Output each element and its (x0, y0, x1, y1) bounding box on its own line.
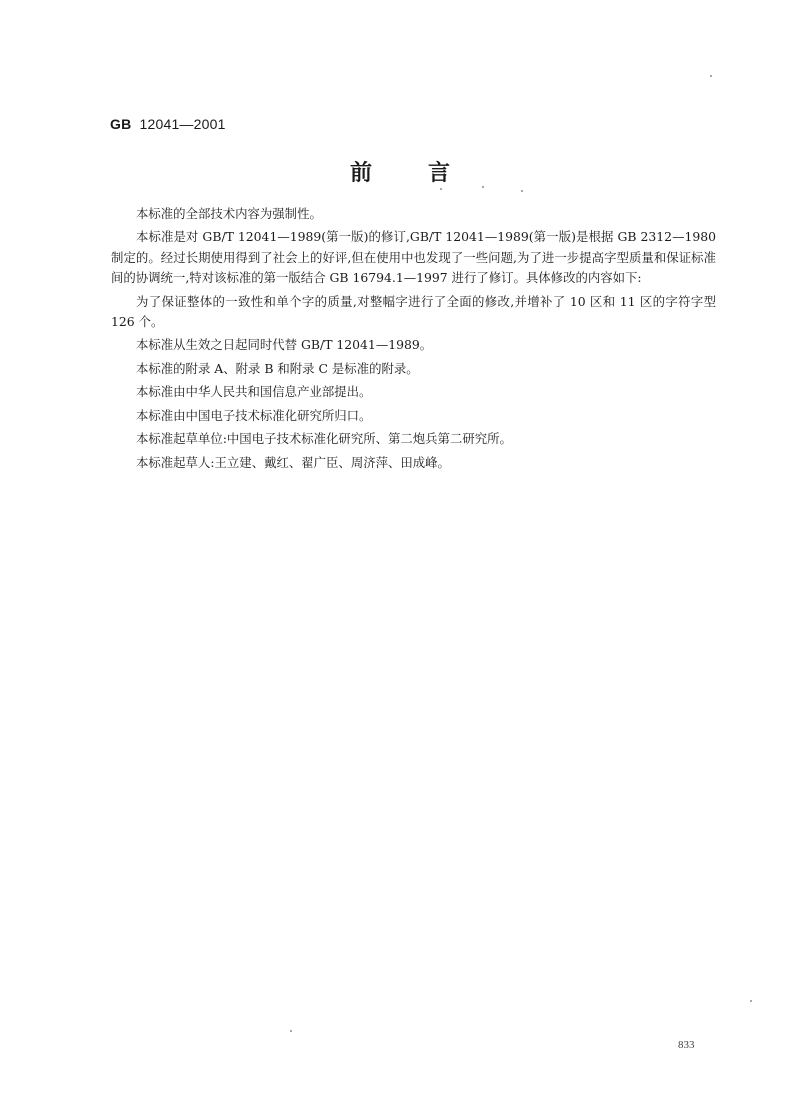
foreword-body (111, 204, 716, 476)
paragraph-drafting-units: 本标准起草单位:中国电子技术标准化研究所、第二炮兵第二研究所。 (136, 431, 512, 447)
scan-speck (750, 1000, 752, 1002)
standard-number: 12041—2001 (139, 116, 226, 132)
paragraph-replacement: 本标准从生效之日起同时代替 GB/T 12041—1989。 (136, 337, 433, 353)
paragraph-appendix: 本标准的附录 A、附录 B 和附录 C 是标准的附录。 (136, 360, 419, 376)
standard-prefix: GB (110, 116, 132, 132)
paragraph-proposer: 本标准由中华人民共和国信息产业部提出。 (136, 384, 372, 400)
scan-speck (521, 190, 523, 192)
scan-speck (482, 186, 484, 188)
page-number: 833 (678, 1039, 695, 1051)
scan-speck (710, 75, 712, 77)
paragraph-drafters: 本标准起草人:王立建、戴红、翟广臣、周济萍、田成峰。 (136, 454, 450, 470)
scan-speck (440, 188, 442, 190)
paragraph-modification: 为了保证整体的一致性和单个字的质量,对整幅字进行了全面的修改,并增补了 10 区和 11 区的字符字型 126 个。 (111, 293, 716, 329)
page-title: 前言 (349, 160, 506, 186)
paragraph-administrator: 本标准由中国电子技术标准化研究所归口。 (136, 407, 372, 423)
paragraph-mandatory: 本标准的全部技术内容为强制性。 (136, 206, 322, 221)
paragraph-revision: 本标准是对 GB/T 12041—1989(第一版)的修订,GB/T 12041—1989(第一版)是根据 GB 2312—1980 制定的。经过长期使用得到了社会上的好评,但在使用中也发现了一些问题,为了进一步提高字型质量和保证标准间的协调统一,特对该标准的第一版结合 GB 16794.1—1997 进行了修订。具体修改的内容如下: (111, 229, 716, 286)
scan-speck (290, 1030, 292, 1032)
standard-code (110, 116, 226, 132)
